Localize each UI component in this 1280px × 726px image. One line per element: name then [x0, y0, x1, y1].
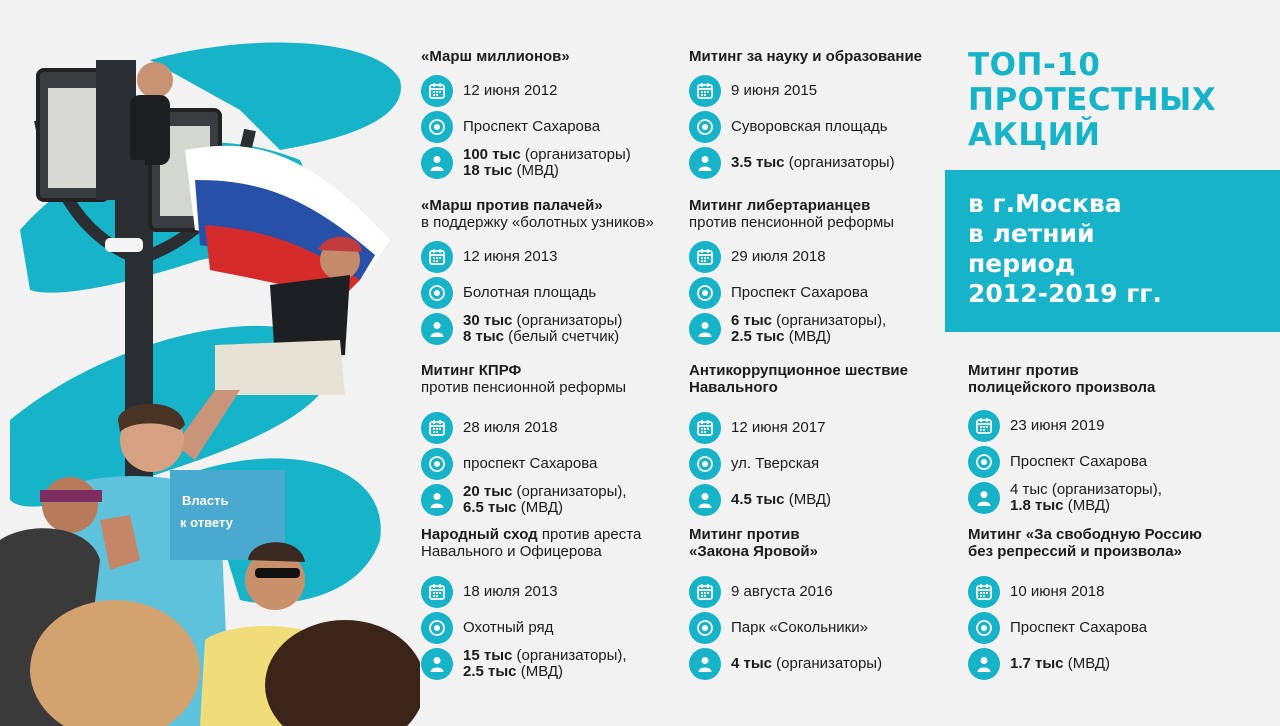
event-subtitle: против ареста	[537, 526, 642, 543]
event-card	[968, 362, 1238, 516]
date-row	[689, 73, 959, 109]
count-police-source: (МВД)	[1063, 497, 1111, 514]
event-card	[968, 526, 1268, 682]
location-icon	[421, 277, 453, 309]
event-place: Болотная площадь	[463, 284, 597, 301]
count-row	[689, 311, 959, 347]
date-row	[689, 239, 959, 275]
person-icon	[968, 648, 1000, 680]
place-row	[421, 610, 691, 646]
count-organizers-source: (организаторы),	[512, 647, 627, 664]
count-row	[689, 145, 959, 181]
event-title: Митинг против	[689, 526, 800, 543]
count-police-source: (МВД)	[1063, 655, 1111, 672]
count-organizers: 100 тыс	[463, 146, 521, 163]
place-row	[968, 610, 1268, 646]
place-row	[968, 444, 1238, 480]
location-icon	[689, 277, 721, 309]
title-line: ПРОТЕСТНЫХ	[968, 82, 1217, 118]
event-date: 28 июля 2018	[463, 419, 558, 436]
count-police-source: (МВД)	[784, 328, 832, 345]
date-row	[968, 408, 1238, 444]
calendar-icon	[421, 576, 453, 608]
event-title-2: Навального	[689, 379, 778, 396]
count-police: 1.7 тыс	[1010, 655, 1064, 672]
count-police: 4.5 тыс	[731, 491, 785, 508]
person-icon	[689, 484, 721, 516]
count-police: 6.5 тыс	[463, 499, 517, 516]
person-icon	[421, 648, 453, 680]
person-icon	[968, 482, 1000, 514]
count-organizers: 4 тыс	[731, 655, 773, 672]
count-organizers-source: (организаторы),	[512, 483, 627, 500]
calendar-icon	[968, 576, 1000, 608]
event-place: Охотный ряд	[463, 619, 554, 636]
count-organizers-source: (организаторы)	[512, 312, 623, 329]
calendar-icon	[689, 75, 721, 107]
location-icon	[421, 448, 453, 480]
event-title: Митинг за науку и образование	[689, 48, 923, 65]
location-icon	[968, 446, 1000, 478]
count-police-source: (МВД)	[516, 663, 564, 680]
count-row	[421, 145, 691, 181]
event-card	[689, 197, 959, 347]
calendar-icon	[689, 241, 721, 273]
event-title: Митинг либертарианцев	[689, 197, 871, 214]
place-row	[689, 610, 959, 646]
sign-line-1: Власть	[182, 493, 229, 508]
location-icon	[968, 612, 1000, 644]
event-place: Проспект Сахарова	[731, 284, 869, 301]
event-subtitle: против пенсионной реформы	[689, 214, 895, 231]
event-title: Митинг КПРФ	[421, 362, 522, 379]
sign-line-2: к ответу	[180, 515, 233, 530]
subtitle-box	[945, 170, 1280, 332]
subtitle-line: 2012-2019 гг.	[968, 279, 1162, 308]
event-date: 29 июля 2018	[731, 248, 826, 265]
event-place: Проспект Сахарова	[1010, 453, 1148, 470]
page-title	[968, 48, 1268, 153]
count-police-source: (МВД)	[512, 162, 559, 179]
count-police: 1.8 тыс	[1010, 497, 1064, 514]
place-row	[689, 446, 959, 482]
event-date: 18 июля 2013	[463, 583, 558, 600]
count-row	[689, 482, 959, 518]
calendar-icon	[421, 241, 453, 273]
person-icon	[689, 648, 721, 680]
count-organizers: 3.5 тыс	[731, 154, 785, 171]
count-row	[421, 646, 691, 682]
event-place: проспект Сахарова	[463, 455, 598, 472]
event-subtitle-2: Навального и Офицерова	[421, 543, 602, 560]
place-row	[421, 446, 691, 482]
location-icon	[689, 448, 721, 480]
event-date: 10 июня 2018	[1010, 583, 1105, 600]
event-place: Проспект Сахарова	[463, 118, 601, 135]
person-icon	[689, 147, 721, 179]
title-line: ТОП-10	[968, 47, 1101, 83]
event-title: Народный сход	[421, 526, 538, 543]
count-organizers: 15 тыс	[463, 647, 513, 664]
calendar-icon	[968, 410, 1000, 442]
protest-photo	[0, 0, 420, 726]
calendar-icon	[689, 412, 721, 444]
event-date: 9 августа 2016	[731, 583, 833, 600]
count-police-source: (МВД)	[784, 491, 832, 508]
event-subtitle: в поддержку «болотных узников»	[421, 214, 654, 231]
event-date: 12 июня 2012	[463, 82, 558, 99]
event-place: Парк «Сокольники»	[731, 619, 868, 636]
event-subtitle: против пенсионной реформы	[421, 379, 627, 396]
event-date: 12 июня 2017	[731, 419, 826, 436]
event-card	[421, 48, 691, 181]
count-organizers: 4 тыс (организаторы),	[1010, 481, 1162, 498]
event-title-2: полицейского произвола	[968, 379, 1156, 396]
calendar-icon	[689, 576, 721, 608]
event-card	[689, 48, 959, 181]
person-icon	[689, 313, 721, 345]
count-row	[689, 646, 959, 682]
count-organizers: 20 тыс	[463, 483, 513, 500]
place-row	[689, 109, 959, 145]
count-organizers-source: (организаторы)	[784, 154, 895, 171]
count-row	[968, 480, 1238, 516]
count-police: 8 тыс	[463, 328, 505, 345]
event-title: «Марш миллионов»	[421, 48, 570, 65]
event-card	[421, 526, 691, 682]
location-icon	[689, 111, 721, 143]
count-organizers-source: (организаторы),	[772, 312, 887, 329]
location-icon	[421, 612, 453, 644]
count-row	[421, 482, 691, 518]
count-organizers: 6 тыс	[731, 312, 773, 329]
count-organizers-source: (организаторы)	[520, 146, 631, 163]
count-organizers-source: (организаторы)	[772, 655, 883, 672]
calendar-icon	[421, 75, 453, 107]
count-police: 2.5 тыс	[731, 328, 785, 345]
location-icon	[689, 612, 721, 644]
date-row	[968, 574, 1268, 610]
event-title-2: без репрессий и произвола»	[968, 543, 1182, 560]
count-organizers: 30 тыс	[463, 312, 513, 329]
date-row	[421, 410, 691, 446]
calendar-icon	[421, 412, 453, 444]
event-title: Антикоррупционное шествие	[689, 362, 908, 379]
subtitle-line: период	[968, 249, 1076, 278]
event-date: 23 июня 2019	[1010, 417, 1105, 434]
count-police: 2.5 тыс	[463, 663, 517, 680]
title-line: АКЦИЙ	[968, 117, 1101, 153]
event-card	[689, 526, 959, 682]
event-date: 9 июня 2015	[731, 82, 818, 99]
event-title: Митинг против	[968, 362, 1079, 379]
person-icon	[421, 484, 453, 516]
event-date: 12 июня 2013	[463, 248, 558, 265]
person-icon	[421, 147, 453, 179]
location-icon	[421, 111, 453, 143]
count-police-source: (белый счетчик)	[504, 328, 620, 345]
place-row	[421, 275, 691, 311]
count-police-source: (МВД)	[516, 499, 564, 516]
count-police: 18 тыс	[463, 162, 513, 179]
event-place: Проспект Сахарова	[1010, 619, 1148, 636]
count-row	[968, 646, 1268, 682]
event-place: ул. Тверская	[731, 455, 820, 472]
event-place: Суворовская площадь	[731, 118, 888, 135]
person-icon	[421, 313, 453, 345]
event-title: «Марш против палачей»	[421, 197, 603, 214]
event-card	[421, 197, 691, 347]
subtitle-line: в летний	[968, 219, 1095, 248]
place-row	[421, 109, 691, 145]
event-card	[421, 362, 691, 518]
date-row	[421, 73, 691, 109]
date-row	[689, 574, 959, 610]
count-row	[421, 311, 691, 347]
date-row	[421, 239, 691, 275]
date-row	[689, 410, 959, 446]
date-row	[421, 574, 691, 610]
place-row	[689, 275, 959, 311]
subtitle-line: в г.Москва	[968, 189, 1122, 218]
event-title: Митинг «За свободную Россию	[968, 526, 1202, 543]
event-card	[689, 362, 959, 518]
event-title-2: «Закона Яровой»	[689, 543, 818, 560]
